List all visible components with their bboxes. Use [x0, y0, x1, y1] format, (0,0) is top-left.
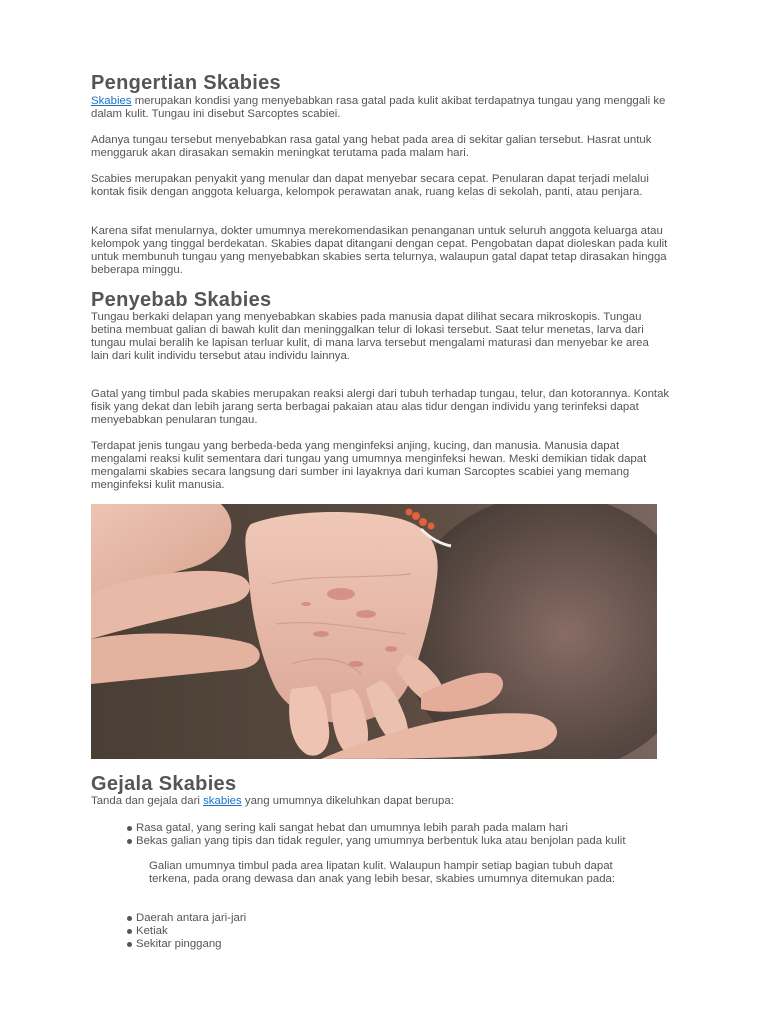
- bullet-icon: [127, 839, 132, 844]
- photo-of-infant-hand-icon: [91, 504, 657, 759]
- list-item-text: Ketiak: [136, 924, 168, 937]
- paragraph-transmission: Scabies merupakan penyakit yang menular dan dapat menyebar secara cepat. Penularan dapat terjadi melalui kontak fisik dengan anggota keluarga, kelompok perawatan anak, ruang kelas di sekolah, panti, atau penjara.: [91, 173, 649, 198]
- list-item-text: Daerah antara jari-jari: [136, 912, 247, 924]
- paragraph-definition: [91, 95, 681, 121]
- paragraph-burrow-location: Galian umumnya timbul pada area lipatan kulit. Walaupun hampir setiap bagian tubuh dapat terkena, pada orang dewasa dan anak yang lebih besar, skabies umumnya ditemukan pada:: [149, 860, 616, 885]
- definition-text: merupakan kondisi yang menyebabkan rasa gatal pada kulit akibat terdapatnya tungau yang menggali ke dalam kulit. Tungau ini disebut Sarcoptes scabiei.: [91, 95, 666, 120]
- paragraph-treatment: Karena sifat menularnya, dokter umumnya merekomendasikan penanganan untuk seluruh anggota keluarga atau kelompok yang tinggal berdekatan. Skabies dapat ditangani dengan cepat. Pengobatan dapat dioleskan pada kulit untuk membunuh tungau yang menyebabkan skabies serta telurnya, walaupun gatal dapat tetap dirasakan hingga beberapa minggu.: [91, 225, 668, 276]
- paragraph-itch: Adanya tungau tersebut menyebabkan rasa gatal yang hebat pada area di sekitar galian tersebut. Hasrat untuk menggaruk akan dirasakan semakin meningkat terutama pada malam hari.: [91, 134, 652, 159]
- symptom-list: [127, 822, 681, 848]
- scabies-hand-photo: [91, 504, 657, 759]
- bullet-icon: [127, 826, 132, 831]
- intro-text-end: yang umumnya dikeluhkan dapat berupa:: [241, 795, 454, 807]
- skabies-link[interactable]: Skabies: [91, 95, 132, 107]
- list-item: [127, 912, 681, 925]
- list-item-text: Sekitar pinggang: [136, 937, 222, 950]
- list-item-text: Bekas galian yang tipis dan tidak reguler, yang umumnya berbentuk luka atau benjolan pada kulit: [136, 834, 626, 847]
- bullet-icon: [127, 942, 132, 947]
- skabies-link-2[interactable]: skabies: [203, 795, 242, 807]
- bullet-icon: [127, 929, 132, 934]
- intro-text: Tanda dan gejala dari: [91, 795, 204, 807]
- paragraph-allergy: Gatal yang timbul pada skabies merupakan reaksi alergi dari tubuh terhadap tungau, telur, dan kotorannya. Kontak fisik yang dekat dan lebih jarang serta berbagai pakaian atau alas tidur dengan individu yang terinfeksi dapat menyebabkan penularan tungau.: [91, 388, 670, 426]
- list-item-text: Rasa gatal, yang sering kali sangat hebat dan umumnya lebih parah pada malam hari: [136, 822, 568, 834]
- list-item: [127, 925, 681, 938]
- list-item: [127, 835, 681, 848]
- paragraph-mite-types: Terdapat jenis tungau yang berbeda-beda yang menginfeksi anjing, kucing, dan manusia. Manusia dapat mengalami reaksi kulit sementara dari tungau yang umumnya menginfeksi hewan. Meski demikian tidak dapat mengalami skabies secara langsung dari sumber ini layaknya dari kuman Sarcoptes scabiei yang memang menginfeksi kulit manusia.: [91, 440, 647, 491]
- heading-penyebab: Penyebab Skabies: [91, 289, 272, 311]
- heading-gejala: Gejala Skabies: [91, 773, 237, 795]
- paragraph-mite: Tungau berkaki delapan yang menyebabkan skabies pada manusia dapat dilihat secara mikroskopis. Tungau betina membuat galian di bawah kulit dan meninggalkan telur di lokasi tersebut. Saat telur menetas, larva dari tungau mulai beralih ke lapisan terluar kulit, di mana larva tersebut mengalami maturasi dan menyebar ke area lain dari kulit individu tersebut atau individu lainnya.: [91, 311, 649, 362]
- bullet-icon: [127, 916, 132, 921]
- location-list: [127, 912, 681, 951]
- paragraph-symptoms-intro: [91, 795, 681, 808]
- list-item: [127, 938, 681, 951]
- list-item: [127, 822, 681, 835]
- heading-pengertian: Pengertian Skabies: [91, 72, 281, 94]
